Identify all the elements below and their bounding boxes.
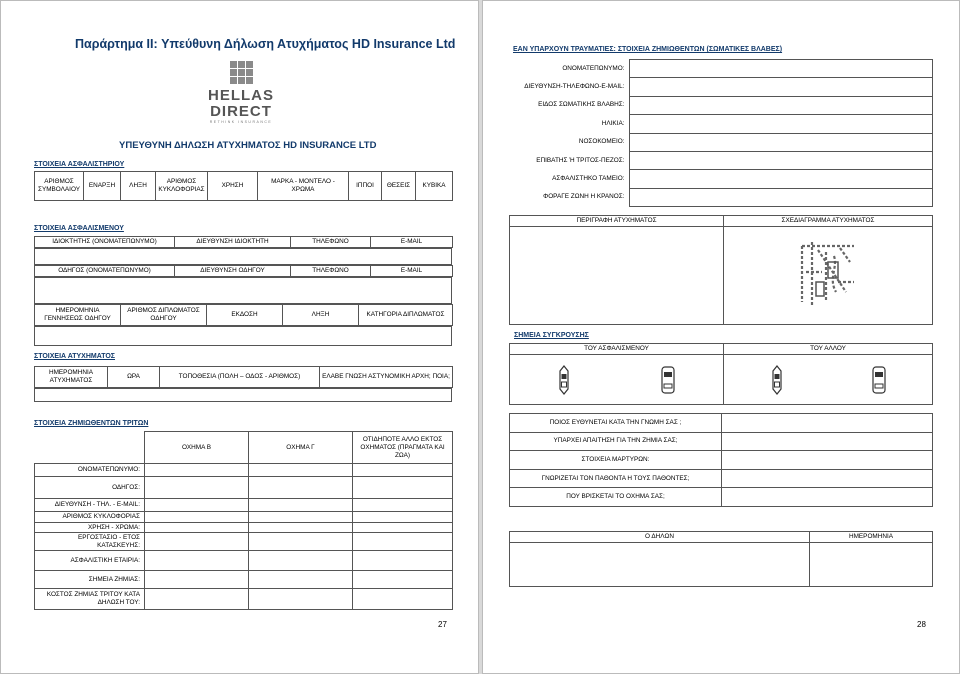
- table-row: [510, 543, 933, 587]
- injury-contact-cell[interactable]: [629, 78, 932, 96]
- diagram-cell[interactable]: [724, 227, 933, 325]
- table-row: [35, 305, 453, 326]
- table-row: [35, 367, 453, 388]
- vehicle-b-cost-cell[interactable]: [145, 589, 249, 610]
- vehicle-c-plate-cell[interactable]: [249, 512, 353, 523]
- vehicle-c-use-cell[interactable]: [249, 523, 353, 533]
- injury-name-cell[interactable]: [629, 60, 932, 78]
- other-factory-cell[interactable]: [353, 533, 453, 551]
- third-party-table: [34, 431, 453, 610]
- table-row: [510, 355, 933, 405]
- end-header: ΛΗΞΗ: [121, 172, 156, 201]
- driver-name-header: ΟΔΗΓΟΣ (ΟΝΟΜΑΤΕΠΩΝΥΜΟ): [35, 266, 175, 277]
- accident-time-header: ΩΡΑ: [108, 367, 160, 388]
- injury-label-hospital: ΝΟΣΟΚΟΜΕΙΟ:: [578, 138, 625, 146]
- other-use-cell[interactable]: [353, 523, 453, 533]
- other-collision-cell[interactable]: [724, 355, 933, 405]
- hellas-direct-logo: [206, 61, 276, 124]
- license-entry-row: [34, 326, 452, 346]
- table-row: [35, 432, 453, 464]
- vehicle-c-cost-cell[interactable]: [249, 589, 353, 610]
- question-know-victims: ΓΝΩΡΙΖΕΤΑΙ ΤΟΝ ΠΑΘΟΝΤΑ Η ΤΟΥΣ ΠΑΘΟΝΤΕΣ;: [510, 469, 722, 488]
- injury-type-cell[interactable]: [629, 96, 932, 114]
- accident-section-title: ΣΤΟΙΧΕΙΑ ΑΤΥΧΗΜΑΤΟΣ: [34, 353, 116, 360]
- table-row: [509, 78, 932, 96]
- license-entry-cell[interactable]: [35, 327, 452, 346]
- question-witnesses: ΣΤΟΙΧΕΙΑ ΜΑΡΤΥΡΩΝ:: [510, 451, 722, 470]
- answer-liability[interactable]: [722, 414, 933, 433]
- page-28: [482, 0, 960, 674]
- table-row: [509, 60, 932, 78]
- table-row: [510, 344, 933, 355]
- owner-entry-row: [34, 248, 452, 265]
- vehicle-b-contact-cell[interactable]: [145, 499, 249, 512]
- vehicle-b-name-cell[interactable]: [145, 464, 249, 477]
- owner-phone-header: ΤΗΛΕΦΩΝΟ: [291, 237, 371, 248]
- insured-section-title: ΣΤΟΙΧΕΙΑ ΑΣΦΑΛΙΣΜΕΝΟΥ: [34, 225, 124, 232]
- use-header: ΧΡΗΣΗ: [208, 172, 258, 201]
- other-driver-cell[interactable]: [353, 477, 453, 499]
- make-model-header: ΜΑΡΚΑ - ΜΟΝΤΕΛΟ - ΧΡΩΜΑ: [258, 172, 349, 201]
- table-row: [510, 469, 933, 488]
- cc-header: ΚΥΒΙΚΑ: [416, 172, 453, 201]
- accident-sketch-icon: [798, 242, 858, 306]
- owner-name-header: ΙΔΙΟΚΤΗΤΗΣ (ΟΝΟΜΑΤΕΠΩΝΥΜΟ): [35, 237, 175, 248]
- car-side-icon: [770, 365, 784, 395]
- injury-hospital-cell[interactable]: [629, 133, 932, 151]
- owner-entry-cell[interactable]: [35, 249, 452, 265]
- table-row: [35, 551, 453, 571]
- vehicle-c-damage-cell[interactable]: [249, 571, 353, 589]
- horsepower-header: ΙΠΠΟΙ: [349, 172, 382, 201]
- injury-label-name: ΟΝΟΜΑΤΕΠΩΝΥΜΟ:: [562, 64, 625, 72]
- table-row: [510, 227, 933, 325]
- row-label-damage-points: ΣΗΜΕΙΑ ΖΗΜΙΑΣ:: [35, 571, 145, 589]
- injury-passenger-cell[interactable]: [629, 151, 932, 169]
- other-cost-cell[interactable]: [353, 589, 453, 610]
- form-title: ΥΠΕΥΘΥΝΗ ΔΗΛΩΣΗ ΑΤΥΧΗΜΑΤΟΣ HD INSURANCE LTD: [119, 140, 377, 151]
- vehicle-b-use-cell[interactable]: [145, 523, 249, 533]
- answer-claim[interactable]: [722, 432, 933, 451]
- table-row: [510, 414, 933, 433]
- injury-age-cell[interactable]: [629, 115, 932, 133]
- page-number: 28: [917, 620, 926, 629]
- license-category-header: ΚΑΤΗΓΟΡΙΑ ΔΙΠΛΩΜΑΤΟΣ: [359, 305, 453, 326]
- owner-address-header: ΔΙΕΥΘΥΝΣΗ ΙΔΙΟΚΤΗΤΗ: [175, 237, 291, 248]
- declarant-header: Ο ΔΗΛΩΝ: [510, 532, 810, 543]
- third-party-section-title: ΣΤΟΙΧΕΙΑ ΖΗΜΙΩΘΕΝΤΩΝ ΤΡΙΤΩΝ: [34, 420, 149, 427]
- owner-table: [34, 236, 453, 248]
- table-row: [509, 115, 932, 133]
- table-row: [35, 512, 453, 523]
- accident-entry-row: [34, 388, 452, 402]
- injury-label-contact: ΔΙΕΥΘΥΝΣΗ-ΤΗΛΕΦΩΝΟ-E-MAIL:: [524, 83, 625, 91]
- table-row: [509, 188, 932, 206]
- driver-address-header: ΔΙΕΥΘΥΝΣΗ ΟΔΗΓΟΥ: [175, 266, 291, 277]
- owner-email-header: E-MAIL: [371, 237, 453, 248]
- description-table: [509, 215, 933, 325]
- birthdate-header: ΗΜΕΡΟΜΗΝΙΑ ΓΕΝΝΗΣΕΩΣ ΟΔΗΓΟΥ: [35, 305, 121, 326]
- table-row: [35, 499, 453, 512]
- injury-fund-cell[interactable]: [629, 170, 932, 188]
- license-number-header: ΑΡΙΘΜΟΣ ΔΙΠΛΩΜΑΤΟΣ ΟΔΗΓΟΥ: [121, 305, 207, 326]
- table-row: [35, 477, 453, 499]
- vehicle-c-contact-cell[interactable]: [249, 499, 353, 512]
- other-insurer-cell[interactable]: [353, 551, 453, 571]
- collision-section-title: ΣΗΜΕΙΑ ΣΥΓΚΡΟΥΣΗΣ: [514, 332, 589, 339]
- table-row: [35, 589, 453, 610]
- car-side-icon: [557, 365, 571, 395]
- issue-header: ΕΚΔΟΣΗ: [207, 305, 283, 326]
- driver-table: [34, 265, 453, 277]
- table-row: [510, 451, 933, 470]
- answer-witnesses[interactable]: [722, 451, 933, 470]
- driver-email-header: E-MAIL: [371, 266, 453, 277]
- table-row: [510, 488, 933, 507]
- table-row: [509, 96, 932, 114]
- row-label-factory-year: ΕΡΓΟΣΤΑΣΙΟ - ΕΤΟΣ ΚΑΤΑΣΚΕΥΗΣ:: [35, 533, 145, 551]
- table-row: [35, 172, 453, 201]
- table-row: [35, 523, 453, 533]
- table-row: [35, 533, 453, 551]
- other-plate-cell[interactable]: [353, 512, 453, 523]
- row-label-use-color: ΧΡΗΣΗ - ΧΡΩΜΑ:: [35, 523, 145, 533]
- accident-entry-cell[interactable]: [35, 389, 452, 402]
- vehicle-b-factory-cell[interactable]: [145, 533, 249, 551]
- diagram-header: ΣΧΕΔΙΑΓΡΑΜΜΑ ΑΤΥΧΗΜΑΤΟΣ: [724, 216, 933, 227]
- injury-label-belt: ΦΟΡΑΓΕ ΖΩΝΗ Η ΚΡΑΝΟΣ:: [543, 193, 625, 201]
- table-row: [509, 151, 932, 169]
- row-label-plate: ΑΡΙΘΜΟΣ ΚΥΚΛΟΦΟΡΙΑΣ: [35, 512, 145, 523]
- other-name-cell[interactable]: [353, 464, 453, 477]
- question-liability: ΠΟΙΟΣ ΕΥΘΥΝΕΤΑΙ ΚΑΤΑ ΤΗΝ ΓΝΩΜΗ ΣΑΣ ;: [510, 414, 722, 433]
- answer-vehicle-location[interactable]: [722, 488, 933, 507]
- other-car-diagram: [726, 365, 930, 395]
- date-header: ΗΜΕΡΟΜΗΝΙΑ: [810, 532, 933, 543]
- logo-line2: DIRECT: [210, 103, 272, 120]
- license-table: [34, 304, 453, 326]
- other-damage-cell[interactable]: [353, 571, 453, 589]
- date-cell[interactable]: [810, 543, 933, 587]
- logo-tagline: RETHINK INSURANCE: [209, 120, 273, 124]
- driver-phone-header: ΤΗΛΕΦΩΝΟ: [291, 266, 371, 277]
- question-vehicle-location: ΠΟΥ ΒΡΙΣΚΕΤΑΙ ΤΟ ΟΧΗΜΑ ΣΑΣ;: [510, 488, 722, 507]
- row-label-contact: ΔΙΕΥΘΥΝΣΗ - ΤΗΛ. - E-MAIL:: [35, 499, 145, 512]
- question-claim: ΥΠΑΡΧΕΙ ΑΠΑΙΤΗΣΗ ΓΙΑ ΤΗΝ ΖΗΜΙΑ ΣΑΣ;: [510, 432, 722, 451]
- table-row: [510, 532, 933, 543]
- vehicle-b-plate-cell[interactable]: [145, 512, 249, 523]
- vehicle-b-damage-cell[interactable]: [145, 571, 249, 589]
- plate-header: ΑΡΙΘΜΟΣ ΚΥΚΛΟΦΟΡΙΑΣ: [156, 172, 208, 201]
- table-row: [510, 216, 933, 227]
- other-contact-cell[interactable]: [353, 499, 453, 512]
- corner-cell: [35, 432, 145, 464]
- injury-label-fund: ΑΣΦΑΛΙΣΤΗΚΟ ΤΑΜΕΙΟ:: [552, 174, 625, 182]
- page-27: [0, 0, 479, 674]
- row-label-name: ΟΝΟΜΑΤΕΠΩΝΥΜΟ:: [35, 464, 145, 477]
- car-top-icon: [871, 365, 887, 395]
- start-header: ΕΝΑΡΞΗ: [84, 172, 121, 201]
- other-collision-header: ΤΟΥ ΑΛΛΟΥ: [724, 344, 933, 355]
- seats-header: ΘΕΣΕΙΣ: [382, 172, 416, 201]
- injury-belt-cell[interactable]: [629, 188, 932, 206]
- answer-know-victims[interactable]: [722, 469, 933, 488]
- other-property-header: ΟΤΙΔΗΠΟΤΕ ΑΛΛΟ ΕΚΤΟΣ ΟΧΗΜΑΤΟΣ (ΠΡΑΓΜΑΤΑ ΚΑΙ ΖΩΑ): [353, 432, 453, 464]
- accident-location-header: ΤΟΠΟΘΕΣΙΑ (ΠΟΛΗ – ΟΔΟΣ - ΑΡΙΘΜΟΣ): [160, 367, 320, 388]
- signature-cell[interactable]: [510, 543, 810, 587]
- insurance-table: [34, 171, 453, 201]
- insured-car-diagram: [512, 365, 721, 395]
- injury-table: [509, 59, 933, 207]
- car-top-icon: [660, 365, 676, 395]
- vehicle-c-insurer-cell[interactable]: [249, 551, 353, 571]
- vehicle-c-driver-cell[interactable]: [249, 477, 353, 499]
- table-row: [35, 237, 453, 248]
- table-row: [35, 266, 453, 277]
- accident-date-header: ΗΜΕΡΟΜΗΝΙΑ ΑΤΥΧΗΜΑΤΟΣ: [35, 367, 108, 388]
- table-row: [35, 571, 453, 589]
- injury-section-title: ΕΑΝ ΥΠΑΡΧΟΥΝ ΤΡΑΥΜΑΤΙΕΣ: ΣΤΟΙΧΕΙΑ ΖΗΜΙΩΘΕΝΤΩΝ (ΣΩΜΑΤΙΚΕΣ ΒΛΑΒΕΣ): [513, 46, 783, 53]
- row-label-insurer: ΑΣΦΑΛΙΣΤΙΚΗ ΕΤΑΙΡΙΑ:: [35, 551, 145, 571]
- logo-line1: HELLAS: [208, 87, 274, 104]
- table-row: [509, 133, 932, 151]
- logo-grid-icon: [230, 61, 253, 84]
- expiry-header: ΛΗΞΗ: [283, 305, 359, 326]
- policy-number-header: ΑΡΙΘΜΟΣ ΣΥΜΒΟΛΑΙΟΥ: [35, 172, 84, 201]
- injury-label-passenger: ΕΠΙΒΑΤΗΣ Ή ΤΡΙΤΟΣ-ΠΕΖΟΣ:: [536, 156, 625, 164]
- vehicle-c-name-cell[interactable]: [249, 464, 353, 477]
- row-label-driver: ΟΔΗΓΟΣ:: [35, 477, 145, 499]
- row-label-damage-cost: ΚΟΣΤΟΣ ΖΗΜΙΑΣ ΤΡΙΤΟΥ ΚΑΤΑ ΔΗΛΩΣΗ ΤΟΥ:: [35, 589, 145, 610]
- description-header: ΠΕΡΙΓΡΑΦΗ ΑΤΥΧΗΜΑΤΟΣ: [510, 216, 724, 227]
- vehicle-c-header: ΟΧΗΜΑ Γ: [249, 432, 353, 464]
- vehicle-b-header: ΟΧΗΜΑ Β: [145, 432, 249, 464]
- injury-label-age: ΗΛΙΚΙΑ:: [601, 119, 625, 127]
- accident-table: [34, 366, 453, 388]
- insured-collision-cell[interactable]: [510, 355, 724, 405]
- description-cell[interactable]: [510, 227, 724, 325]
- vehicle-c-factory-cell[interactable]: [249, 533, 353, 551]
- signature-table: [509, 531, 933, 587]
- insured-collision-header: ΤΟΥ ΑΣΦΑΛΙΣΜΕΝΟΥ: [510, 344, 724, 355]
- vehicle-b-driver-cell[interactable]: [145, 477, 249, 499]
- police-notified-header: ΕΛΑΒΕ ΓΝΩΣΗ ΑΣΤΥΝΟΜΙΚΗ ΑΡΧΗ; ΠΟΙΑ;: [320, 367, 453, 388]
- document-title: Παράρτημα II: Υπεύθυνη Δήλωση Ατυχήματος HD Insurance Ltd: [75, 37, 456, 51]
- page-number: 27: [438, 620, 447, 629]
- questions-table: [509, 413, 933, 507]
- injury-label-type: ΕΙΔΟΣ ΣΩΜΑΤΙΚΗΣ ΒΛΑΒΗΣ:: [538, 101, 625, 109]
- table-row: [35, 464, 453, 477]
- collision-table: [509, 343, 933, 405]
- vehicle-b-insurer-cell[interactable]: [145, 551, 249, 571]
- driver-entry-cell[interactable]: [35, 278, 452, 304]
- table-row: [509, 170, 932, 188]
- table-row: [510, 432, 933, 451]
- driver-entry-row: [34, 277, 452, 304]
- insurance-section-title: ΣΤΟΙΧΕΙΑ ΑΣΦΑΛΙΣΤΗΡΙΟΥ: [34, 161, 125, 168]
